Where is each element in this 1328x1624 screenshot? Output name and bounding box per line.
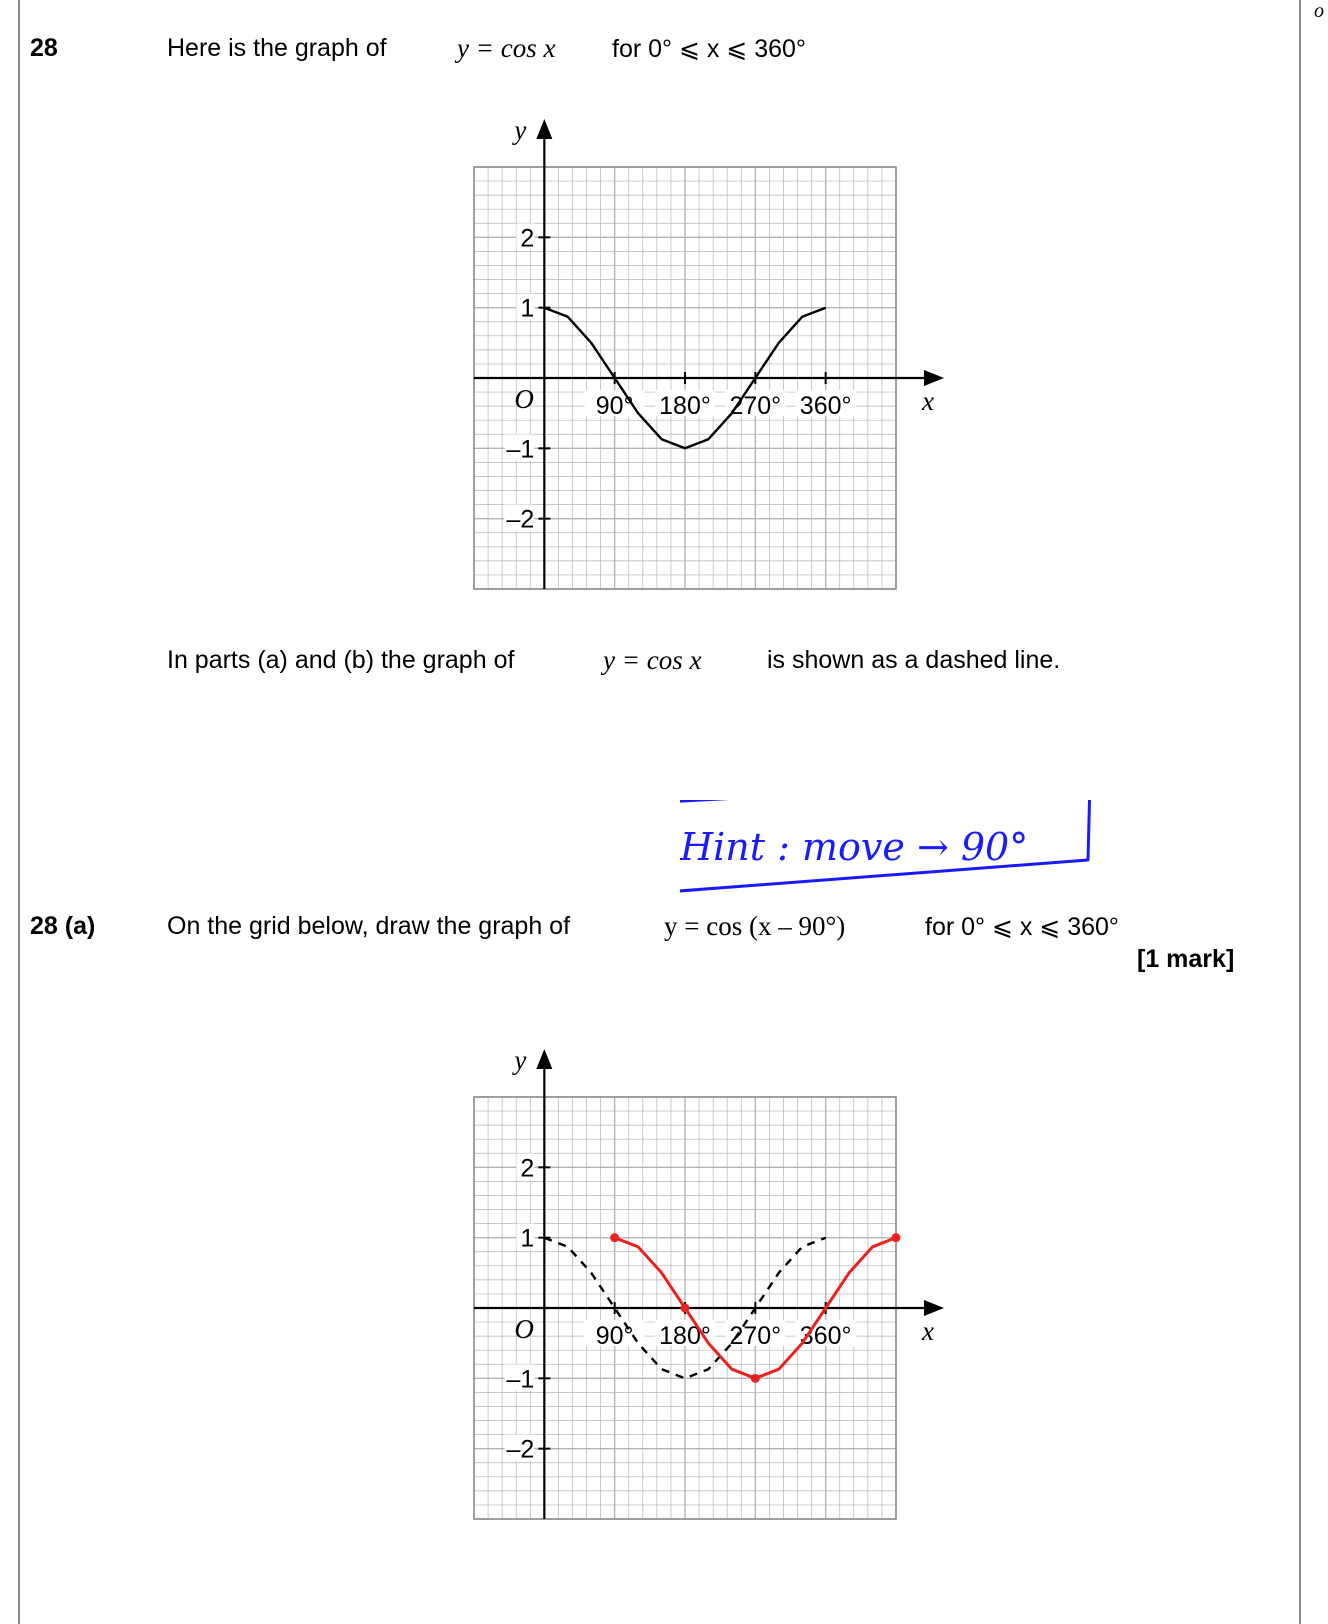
- x-tick-label: 180°: [659, 1322, 711, 1350]
- x-tick-label: 270°: [729, 392, 782, 420]
- x-tick-label: 180°: [659, 392, 711, 420]
- y-tick-label: –2: [506, 505, 535, 534]
- question-equation: y = cos x: [457, 33, 556, 63]
- y-tick-label: 1: [520, 1224, 535, 1253]
- graph-cos-x-minus-90: [470, 1035, 990, 1555]
- graph-cos-x: [470, 105, 990, 625]
- part-a-equation: y = cos (x – 90°): [664, 911, 846, 941]
- hint-text: Hint : move → 90°: [680, 825, 1029, 869]
- note-text: In parts (a) and (b) the graph of: [167, 646, 515, 674]
- note-equation: y = cos x: [603, 645, 702, 675]
- y-axis-label: y: [514, 115, 527, 145]
- y-axis-arrow: [536, 1049, 552, 1069]
- note-text-end: is shown as a dashed line.: [767, 646, 1061, 674]
- graph-svg: [470, 1035, 990, 1555]
- y-tick-label: 2: [520, 224, 535, 253]
- x-tick-label: 360°: [799, 1322, 852, 1350]
- y-tick-label: –1: [506, 435, 535, 464]
- x-axis-label: x: [922, 1316, 934, 1346]
- y-tick-label: –2: [506, 1435, 535, 1464]
- plotted-point: [892, 1233, 901, 1242]
- corner-mark: o: [1314, 0, 1324, 22]
- part-a-label: 28 (a): [30, 912, 96, 940]
- plotted-point: [681, 1304, 690, 1313]
- plotted-point: [751, 1374, 760, 1383]
- part-a-marks: [1 mark]: [1137, 945, 1235, 973]
- graph-svg: [470, 105, 990, 625]
- part-a-domain: for 0° ⩽ x ⩽ 360°: [925, 913, 1119, 941]
- x-tick-label: 90°: [595, 1322, 634, 1350]
- x-tick-label: 360°: [799, 392, 852, 420]
- page-border-left: [18, 0, 20, 1624]
- x-axis-label: x: [922, 386, 934, 416]
- origin-label: O: [514, 1314, 534, 1344]
- y-tick-label: 1: [520, 294, 535, 323]
- question-intro: Here is the graph of: [167, 34, 387, 62]
- question-number: 28: [30, 34, 58, 62]
- plotted-point: [610, 1233, 619, 1242]
- y-tick-label: 2: [520, 1154, 535, 1183]
- origin-label: O: [514, 384, 534, 414]
- question-domain: for 0° ⩽ x ⩽ 360°: [612, 35, 806, 63]
- page-border-right: [1299, 0, 1301, 1624]
- y-axis-arrow: [536, 119, 552, 139]
- x-tick-label: 270°: [729, 1322, 782, 1350]
- x-tick-label: 90°: [595, 392, 634, 420]
- x-axis-arrow: [924, 370, 944, 386]
- y-tick-label: –1: [506, 1365, 535, 1394]
- x-axis-arrow: [924, 1300, 944, 1316]
- y-axis-label: y: [514, 1045, 527, 1075]
- part-a-instruction: On the grid below, draw the graph of: [167, 912, 571, 940]
